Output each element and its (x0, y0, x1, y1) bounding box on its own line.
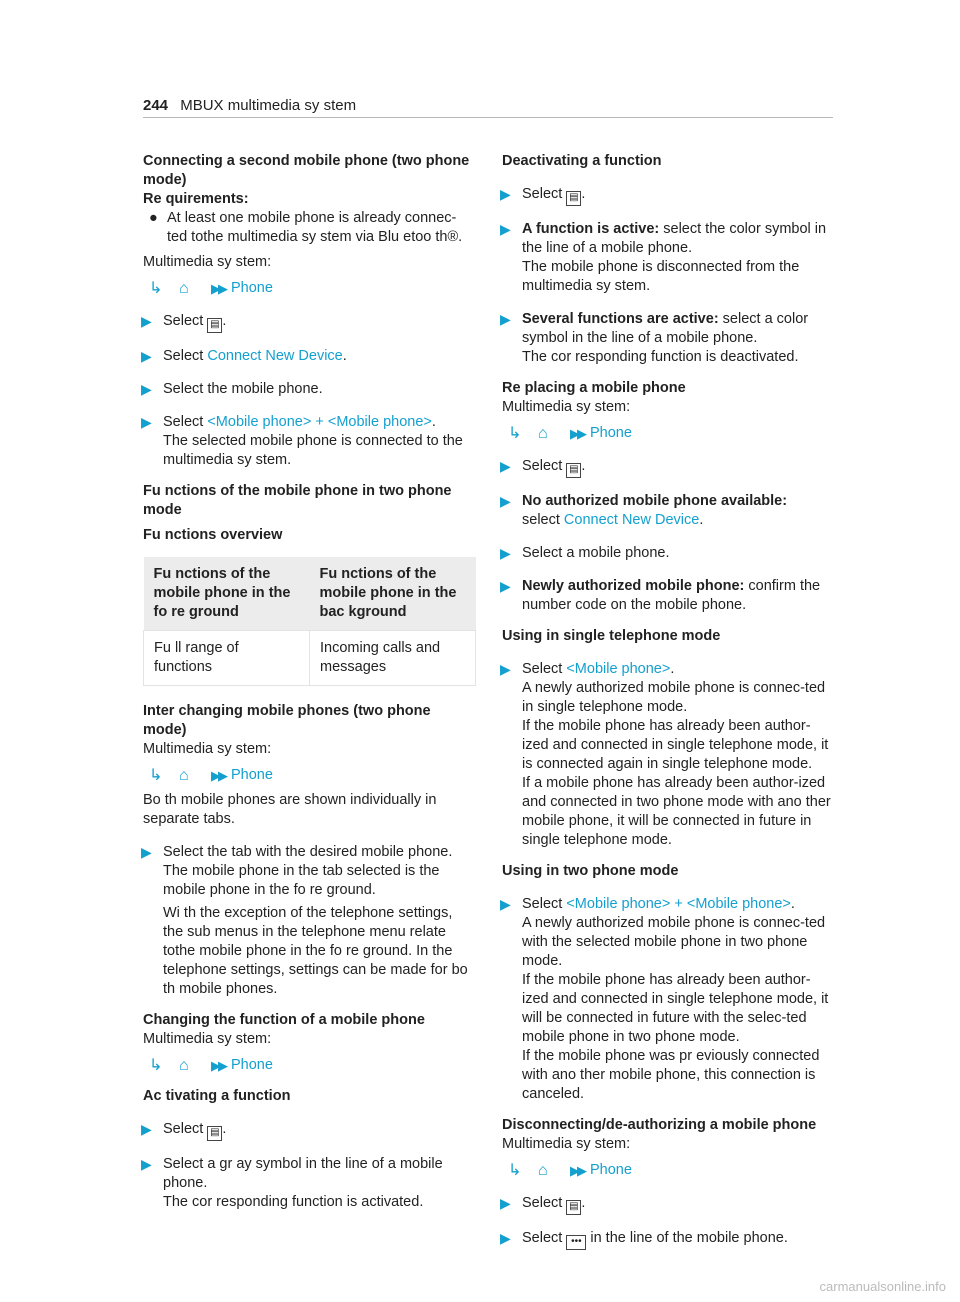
step: ▶ Select ••• in the line of the mobile phone. (502, 1229, 834, 1250)
mobile-phone-pair-link[interactable]: <Mobile phone> + <Mobile phone> (566, 896, 791, 912)
chevron-right-icon: ▶▶ (211, 280, 225, 296)
functions-table (143, 557, 476, 686)
table-header: Fu nctions of the mobile phone in the bac kground (310, 557, 476, 631)
step: ▶ Newly authorized mobile phone: confirm the number code on the mobile phone. (500, 578, 821, 613)
home-icon[interactable]: ⌂ (179, 1056, 189, 1074)
section-title: Using in two phone mode (502, 863, 679, 879)
bullet-icon: ● (149, 210, 158, 226)
section-subtitle: Fu nctions overview (143, 527, 283, 543)
multimedia-label: Multimedia sy stem: (143, 1031, 272, 1047)
chapter-title: MBUX multimedia sy stem (180, 97, 357, 114)
step-arrow-icon: ▶ (500, 186, 511, 202)
connect-new-device-link[interactable]: Connect New Device (563, 512, 700, 528)
phone-menu-icon[interactable]: ▤ (566, 463, 581, 478)
phone-link[interactable]: Phone (590, 424, 632, 441)
step: ▶ Select a gr ay symbol in the line of a mobile phone. The cor responding function is activated. (141, 1156, 443, 1210)
return-arrow-icon: ↳ (149, 279, 163, 297)
chevron-right-icon: ▶▶ (570, 1162, 584, 1178)
step: ▶ Select ▤ . (502, 457, 834, 478)
chevron-right-icon: ▶▶ (211, 1057, 225, 1073)
step-arrow-icon: ▶ (500, 896, 511, 912)
step: ▶ Select ▤ . (502, 185, 834, 206)
section-title: Disconnecting/de-authorizing a mobile phone (502, 1117, 817, 1133)
step-arrow-icon: ▶ (500, 311, 511, 327)
step: ▶ A function is active: select the color symbol in the line of a mobile phone. The mobile phone is disconnected from the multimedia sy stem. (500, 221, 827, 294)
step-arrow-icon: ▶ (500, 493, 511, 509)
phone-menu-icon[interactable]: ▤ (207, 1126, 222, 1141)
multimedia-label: Multimedia sy stem: (143, 741, 272, 757)
nav-path (149, 1055, 476, 1075)
multimedia-label: Multimedia sy stem: (502, 399, 631, 415)
step-arrow-icon: ▶ (141, 1121, 152, 1137)
home-icon[interactable]: ⌂ (179, 279, 189, 297)
step-arrow-icon: ▶ (141, 313, 152, 329)
step: ▶ Select ▤ . (143, 312, 476, 333)
page-number: 244 (143, 97, 169, 114)
step: ▶ Select the mobile phone. (141, 381, 323, 397)
step: ▶ Select ▤ . (143, 1120, 476, 1141)
step: ▶ Select the tab with the desired mobile phone. The mobile phone in the tab selected is the mobile phone in the fo re ground. Wi th the exception of the telephone settings, the sub menus in the telephone menu relate tothe mobile phone in the fo re ground. In the telephone settings, settings can be made for bo th mobile phones. (141, 844, 468, 997)
step: ▶ Select a mobile phone. (500, 545, 670, 561)
section-title: Re placing a mobile phone (502, 380, 686, 396)
step: ▶ Select <Mobile phone> + <Mobile phone>. The selected mobile phone is connected to the multimedia sy stem. (141, 414, 463, 468)
nav-path (149, 765, 476, 785)
step-arrow-icon: ▶ (500, 578, 511, 594)
step: ▶ Select <Mobile phone>. A newly authorized mobile phone is connec-ted in single telephone mode. If the mobile phone has already been author-ized and connected in single telephone mode, it is connected again in single telephone mode. If a mobile phone has already been author-ized and connected in two phone mode with ano ther mobile phone, it will be connected in future in single telephone mode. (500, 661, 831, 848)
step: ▶ Select ▤ . (502, 1194, 834, 1215)
step-arrow-icon: ▶ (141, 348, 152, 364)
nav-path (508, 423, 834, 443)
table-row: Fu ll range of functions Incoming calls and messages (144, 631, 476, 686)
phone-link[interactable]: Phone (231, 279, 273, 296)
home-icon[interactable]: ⌂ (179, 766, 189, 784)
section-title: Ac tivating a function (143, 1088, 291, 1104)
phone-link[interactable]: Phone (590, 1161, 632, 1178)
multimedia-label: Multimedia sy stem: (143, 254, 272, 270)
step-arrow-icon: ▶ (500, 1195, 511, 1211)
watermark: carmanualsonline.info (819, 1279, 946, 1294)
phone-menu-icon[interactable]: ▤ (566, 1200, 581, 1215)
section-title: Inter changing mobile phones (two phone mode) (143, 703, 431, 738)
step-arrow-icon: ▶ (500, 221, 511, 237)
phone-link[interactable]: Phone (231, 1056, 273, 1073)
mobile-phone-pair-link[interactable]: <Mobile phone> + <Mobile phone> (207, 414, 432, 430)
return-arrow-icon: ↳ (508, 424, 522, 442)
table-header: Fu nctions of the mobile phone in the fo re ground (144, 557, 310, 631)
section-title: Connecting a second mobile phone (two phone mode) (143, 153, 470, 188)
home-icon[interactable]: ⌂ (538, 424, 548, 442)
return-arrow-icon: ↳ (508, 1161, 522, 1179)
return-arrow-icon: ↳ (149, 1056, 163, 1074)
step-arrow-icon: ▶ (500, 661, 511, 677)
step-arrow-icon: ▶ (500, 545, 511, 561)
more-options-icon[interactable]: ••• (566, 1235, 586, 1250)
return-arrow-icon: ↳ (149, 766, 163, 784)
step-arrow-icon: ▶ (141, 1156, 152, 1172)
step: ▶ Select <Mobile phone> + <Mobile phone>. A newly authorized mobile phone is connec-ted with the selected mobile phone in two phone mode. If the mobile phone has already been author-ized and connected in single telephone mode, it will be connected in future with the selec-ted mobile phone in two phone mode. If the mobile phone was pr eviously connected with ano ther mobile phone, this connection is canceled. (500, 896, 829, 1102)
phone-link[interactable]: Phone (231, 766, 273, 783)
list-item: ● At least one mobile phone is already connec-ted tothe multimedia sy stem via Blu etoo th®. (143, 209, 476, 247)
left-column: Connecting a second mobile phone (two phone mode) Re quirements: ● At least one mobile phone is already connec-ted tothe multimedia sy stem via Blu etoo th®. Multimedia sy stem: ↳ ⌂ ▶▶ Phone ▶ Select ▤ . ▶ Select Connect New Device. ▶ Select the mobile phone. ▶ Select <Mobile phone> + <Mobile phone>. The selected mobile phone is connected to the multimedia sy stem. Fu nctions of the mobile phone in two phone mode Fu nctions overview Fu nctions of the mobile phone in the fo re ground Fu nctions of the mobile phone in the bac kground Fu ll range of functions Incoming calls and messages Inter changing mobile phones (two phone mode) Multimedia sy stem: ↳ ⌂ ▶▶ Phone Bo th mobile phones are shown individually in separate tabs. ▶ Select the tab with the desired mobile phone. The mobile phone in the tab selected is the mobile phone in the fo re ground. Wi th the exception of the telephone settings, the sub menus in the telephone menu relate tothe mobile phone in the fo re ground. In the telephone settings, settings can be made for bo th mobile phones. Changing the function of a mobile phone Multimedia sy stem: ↳ ⌂ ▶▶ Phone Ac tivating a function ▶ Select ▤ . ▶ Select a gr ay symbol in the line of a mobile phone. The cor responding function is activated. (143, 152, 476, 1212)
section-title: Changing the function of a mobile phone (143, 1012, 425, 1028)
nav-path (508, 1160, 834, 1180)
mobile-phone-link[interactable]: <Mobile phone> (566, 661, 671, 677)
chevron-right-icon: ▶▶ (570, 425, 584, 441)
multimedia-label: Multimedia sy stem: (502, 1136, 631, 1152)
connect-new-device-link[interactable]: Connect New Device (207, 348, 343, 364)
step: ▶ Several functions are active: select a color symbol in the line of a mobile phone. The cor responding function is deactivated. (500, 311, 809, 365)
step-arrow-icon: ▶ (500, 1230, 511, 1246)
nav-path (149, 278, 476, 298)
step: ▶ No authorized mobile phone available: select Connect New Device. (500, 493, 788, 528)
requirements-label: Re quirements: (143, 191, 249, 207)
step-arrow-icon: ▶ (141, 414, 152, 430)
header-divider (143, 117, 833, 118)
phone-menu-icon[interactable]: ▤ (207, 318, 222, 333)
step-arrow-icon: ▶ (141, 844, 152, 860)
home-icon[interactable]: ⌂ (538, 1161, 548, 1179)
section-title: Fu nctions of the mobile phone in two phone mode (143, 483, 452, 518)
phone-menu-icon[interactable]: ▤ (566, 191, 581, 206)
step: ▶ Select Connect New Device. (141, 348, 347, 364)
page-header (143, 96, 833, 115)
chevron-right-icon: ▶▶ (211, 767, 225, 783)
right-column (502, 152, 834, 1250)
step-arrow-icon: ▶ (500, 458, 511, 474)
section-title: Using in single telephone mode (502, 628, 721, 644)
section-title: Deactivating a function (502, 153, 662, 169)
step-arrow-icon: ▶ (141, 381, 152, 397)
